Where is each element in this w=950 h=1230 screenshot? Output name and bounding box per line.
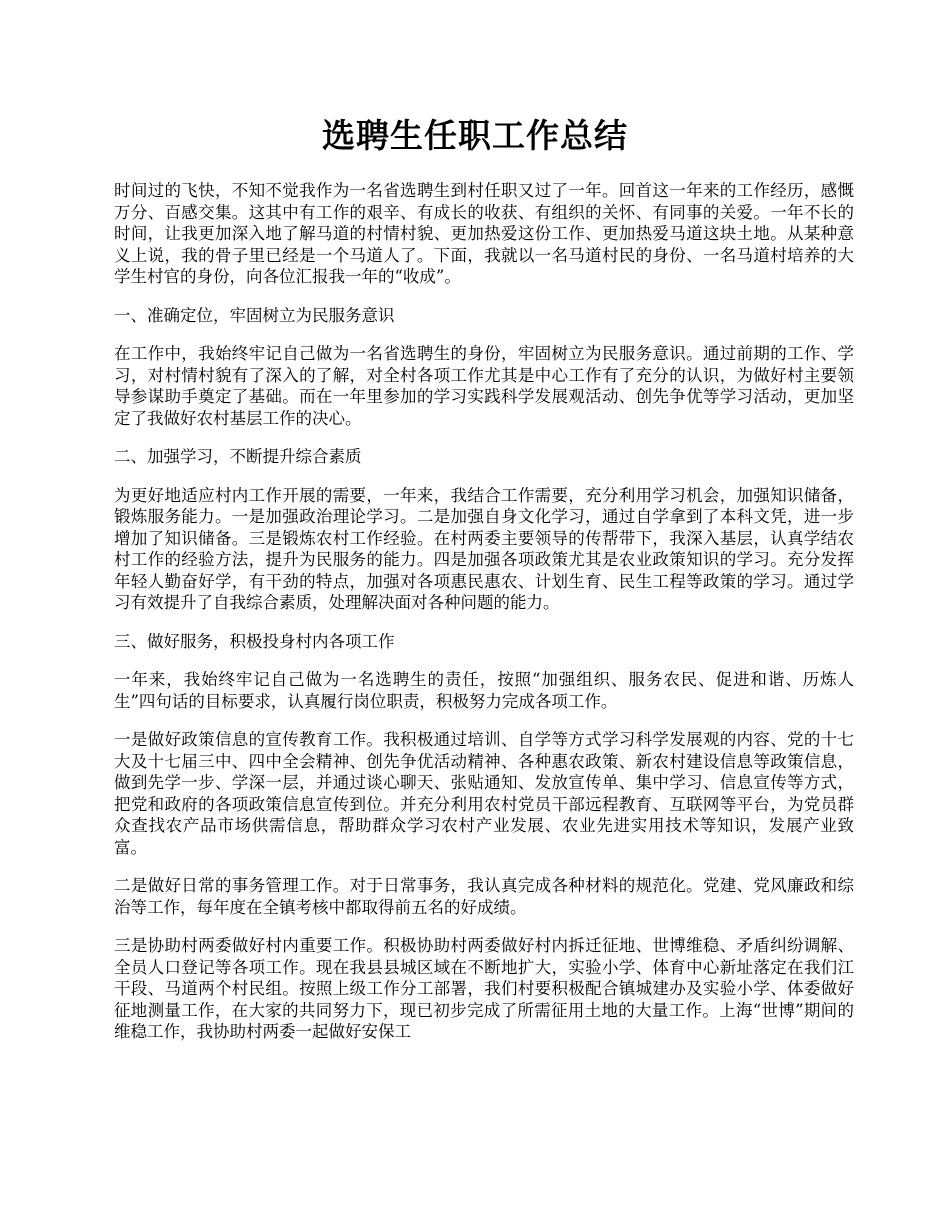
section-heading-2: 二、加强学习，不断提升综合素质 [114,447,362,466]
section-heading-1: 一、准确定位，牢固树立为民服务意识 [114,305,395,325]
document-body [114,180,854,1060]
paragraph-section-1: 在工作中，我始终牢记自己做为一名省选聘生的身份，牢固树立为民服务意识。通过前期的工作、学习，对村情村貌有了深入的了解，对全村各项工作尤其是中心工作有了充分的认识，为做好村主要领导参谋助手奠定了基础。而在一年里参加的学习实践科学发展观活动、创先争优等学习活动，更加坚定了我做好农村基层工作的决心。 [114,344,854,428]
paragraph-section-3-item-3: 三是协助村两委做好村内重要工作。积极协助村两委做好村内拆迁征地、世博维稳、矛盾纠纷调解、全员人口登记等各项工作。现在我县县城区域在不断地扩大，实验小学、体育中心新址落定在我们江干段、马道两个村民组。按照上级工作分工部署，我们村要积极配合镇城建办及实验小学、体委做好征地测量工作，在大家的共同努力下，现已初步完成了所需征用土地的大量工作。上海“世博”期间的维稳工作，我协助村两委一起做好安保工 [114,936,854,1041]
paragraph-section-3-item-1: 一是做好政策信息的宣传教育工作。我积极通过培训、自学等方式学习科学发展观的内容、党的十七大及十七届三中、四中全会精神、创先争优活动精神、各种惠农政策、新农村建设信息等政策信息，做到先学一步、学深一层，并通过谈心聊天、张贴通知、发放宣传单、集中学习、信息宣传等方式，把党和政府的各项政策信息宣传到位。并充分利用农村党员干部远程教育、互联网等平台，为党员群众查找农产品市场供需信息，帮助群众学习农村产业发展、农业先进实用技术等知识，发展产业致富。 [114,730,854,857]
paragraph-intro: 时间过的飞快，不知不觉我作为一名省选聘生到村任职又过了一年。回首这一年来的工作经历，感慨万分、百感交集。这其中有工作的艰辛、有成长的收获、有组织的关怀、有同事的关爱。一年不长的时间，让我更加深入地了解马道的村情村貌、更加热爱这份工作、更加热爱马道这块土地。从某种意义上说，我的骨子里已经是一个马道人了。下面，我就以一名马道村民的身份、一名马道村培养的大学生村官的身份，向各位汇报我一年的“收成”。 [114,181,854,286]
paragraph-section-3-intro: 一年来，我始终牢记自己做为一名选聘生的责任，按照“加强组织、服务农民、促进和谐、历炼人生”四句话的目标要求，认真履行岗位职责，积极努力完成各项工作。 [114,670,854,711]
paragraph-section-3-item-2: 二是做好日常的事务管理工作。对于日常事务，我认真完成各种材料的规范化。党建、党风廉政和综治等工作，每年度在全镇考核中都取得前五名的好成绩。 [114,876,854,917]
section-heading-3: 三、做好服务，积极投身村内各项工作 [114,631,395,651]
document-title: 选聘生任职工作总结 [322,116,628,155]
paragraph-section-2: 为更好地适应村内工作开展的需要，一年来，我结合工作需要，充分利用学习机会，加强知识储备，锻炼服务能力。一是加强政治理论学习。二是加强自身文化学习，通过自学拿到了本科文凭，进一步增加了知识储备。三是锻炼农村工作经验。在村两委主要领导的传帮带下，我深入基层，认真学结农村工作的经验方法，提升为民服务的能力。四是加强各项政策尤其是农业政策知识的学习。充分发挥年轻人勤奋好学，有干劲的特点，加强对各项惠民惠农、计划生育、民生工程等政策的学习。通过学习有效提升了自我综合素质，处理解决面对各种问题的能力。 [114,485,854,612]
